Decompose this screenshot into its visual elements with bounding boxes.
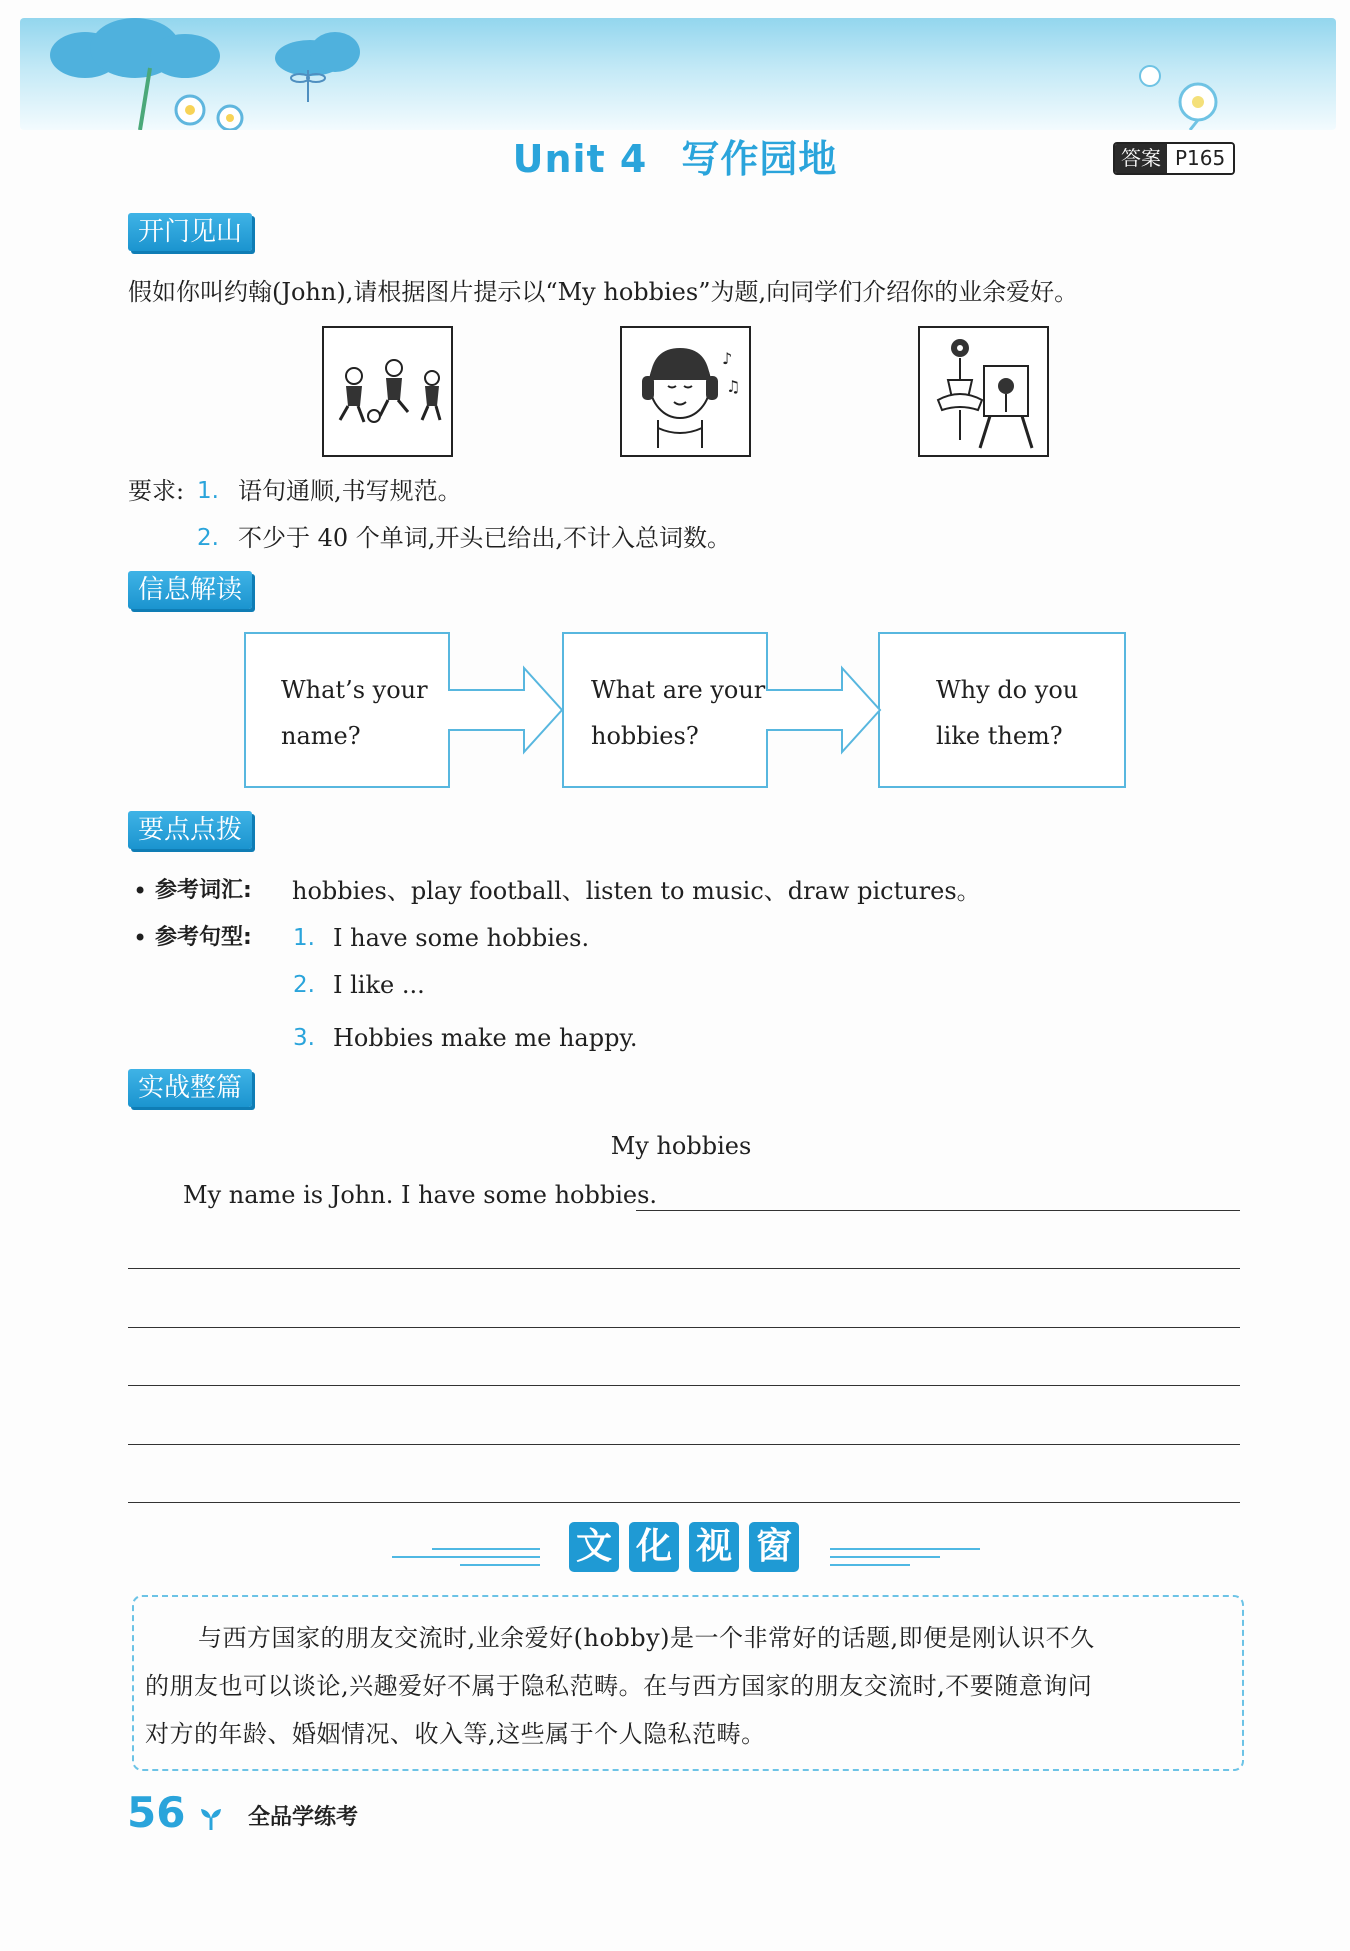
sprout-icon [198,1806,224,1832]
flow-question: What’s your [281,676,428,704]
vocab-list: hobbies、play football、listen to music、draw pictures。 [292,877,981,905]
sentence-number: 3. [293,1025,315,1051]
writing-line[interactable] [128,1268,1240,1269]
sentence-pattern: I have some hobbies. [333,924,590,952]
decor-line [830,1548,980,1550]
flow-question: like them? [936,722,1063,750]
dragonfly-icon [288,66,328,106]
sentence-pattern: Hobbies make me happy. [333,1024,638,1052]
culture-text: 的朋友也可以谈论,兴趣爱好不属于隐私范畴。在与西方国家的朋友交流时,不要随意询问 [145,1672,1093,1700]
sentence-number: 1. [293,925,315,951]
sentence-pattern: I like ... [333,971,425,999]
requirements-label: 要求: [128,477,185,505]
section-tag-practice: 实战整篇 [128,1069,252,1107]
section-tag-keypoints: 要点点拨 [128,811,252,849]
flow-question: Why do you [936,676,1079,704]
flow-question: What are your [591,676,766,704]
arrow-right-icon [446,660,566,760]
essay-title: My hobbies [610,1132,752,1160]
requirement-item: 语句通顺,书写规范。 [238,477,462,505]
unit-label: Unit 4 [512,137,648,181]
header-banner [20,18,1336,130]
answer-label: 答案 [1115,144,1167,173]
answer-page: P165 [1167,144,1233,173]
writing-line[interactable] [128,1385,1240,1386]
section-tag-intro: 开门见山 [128,213,252,251]
requirement-number: 2. [197,525,219,551]
requirement-item: 不少于 40 个单词,开头已给出,不计入总词数。 [238,524,732,552]
writing-line[interactable] [128,1327,1240,1328]
culture-title-char: 视 [689,1522,739,1572]
section-tag-info: 信息解读 [128,571,252,609]
bullet: • [133,924,148,952]
decor-line [830,1556,940,1558]
vocab-label: 参考词汇: [155,878,252,903]
bullet: • [133,877,148,905]
writing-prompt: 假如你叫约翰(John),请根据图片提示以“My hobbies”为题,向同学们介绍你的业余爱好。 [128,278,1079,306]
svg-text:♪: ♪ [722,349,733,368]
requirement-number: 1. [197,478,219,504]
culture-title-char: 化 [629,1522,679,1572]
flower-icon [130,58,260,130]
decor-line [830,1564,910,1566]
picture-football [322,326,453,457]
answer-badge [1113,142,1235,175]
flower-icon [1120,46,1230,130]
sentence-number: 2. [293,972,315,998]
picture-drawing [918,326,1049,457]
decor-line [392,1556,540,1558]
culture-text: 对方的年龄、婚姻情况、收入等,这些属于个人隐私范畴。 [145,1720,766,1748]
picture-music [620,326,751,457]
writing-line[interactable] [636,1210,1240,1211]
culture-title-char: 文 [569,1522,619,1572]
culture-title-char: 窗 [749,1522,799,1572]
footer-brand: 全品学练考 [248,1805,359,1830]
drawing-picture-icon [920,328,1047,455]
page-number: 56 [127,1788,186,1837]
sentence-label: 参考句型: [155,925,252,950]
writing-line[interactable] [128,1502,1240,1503]
decor-line [460,1564,540,1566]
flow-question: name? [281,722,361,750]
decor-line [432,1548,540,1550]
arrow-right-icon [764,660,884,760]
essay-opening: My name is John. I have some hobbies. [183,1181,658,1209]
flow-question: hobbies? [591,722,699,750]
listening-music-icon [622,328,749,455]
writing-line[interactable] [128,1444,1240,1445]
svg-text:♫: ♫ [726,377,741,396]
culture-text: 与西方国家的朋友交流时,业余爱好(hobby)是一个非常好的话题,即便是刚认识不久 [198,1624,1095,1652]
playing-football-icon [324,328,451,455]
unit-topic: 写作园地 [681,137,838,181]
